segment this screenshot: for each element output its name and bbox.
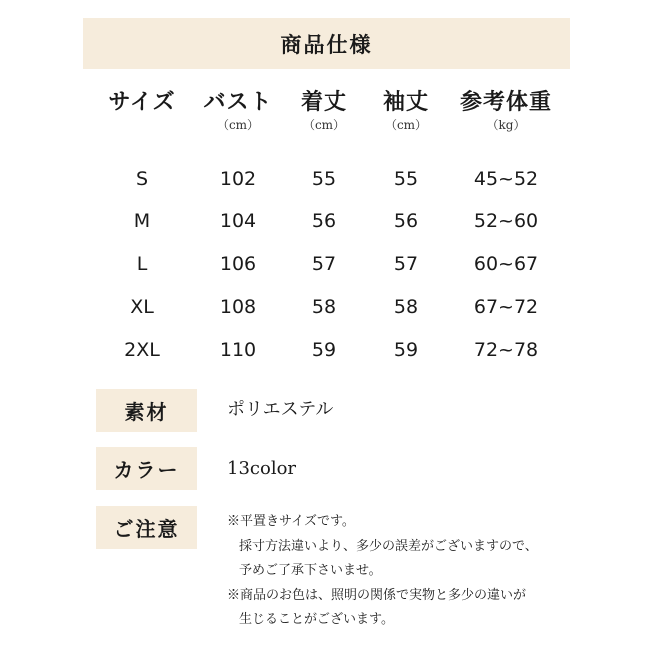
notes-line: 採寸方法違いより、多少の誤差がございますので、: [239, 538, 538, 554]
table-cell-sleeve: 59: [393, 339, 419, 361]
table-cell-sleeve: 56: [393, 210, 419, 232]
table-cell-length: 59: [311, 339, 337, 361]
column-header-label: 着丈: [300, 89, 348, 115]
table-cell-sleeve: 57: [393, 253, 419, 275]
column-header-unit: （kg）: [486, 118, 526, 132]
table-cell-weight: 52~60: [473, 210, 539, 232]
column-header-sleeve: [383, 88, 429, 133]
table-cell-weight: 67~72: [473, 296, 539, 318]
table-cell-bust: 102: [219, 168, 257, 190]
color-value: 13color: [227, 458, 297, 479]
color-label-box: [96, 447, 197, 490]
column-header-length: [301, 88, 347, 133]
table-cell-bust: 110: [219, 339, 257, 361]
notes-line: ※平置きサイズです。: [227, 514, 355, 529]
table-cell-sleeve: 58: [393, 296, 419, 318]
material-value: ポリエステル: [227, 399, 334, 420]
table-cell-size: XL: [130, 296, 154, 318]
column-header-size: [108, 88, 175, 116]
table-cell-size: L: [136, 253, 148, 275]
notes-text: [227, 510, 538, 633]
table-cell-size: S: [135, 168, 149, 190]
notes-line: 予めご了承下さいませ。: [239, 563, 382, 578]
column-header-unit: （cm）: [384, 118, 428, 132]
column-header-label: サイズ: [108, 89, 176, 115]
notes-line: 生じることがございます。: [239, 612, 394, 627]
table-cell-sleeve: 55: [393, 168, 419, 190]
column-header-weight: [460, 88, 552, 133]
spec-title-bar: [83, 18, 570, 69]
table-cell-size: M: [133, 210, 151, 232]
table-cell-length: 56: [311, 210, 337, 232]
material-label-box: [96, 389, 197, 432]
table-cell-bust: 104: [219, 210, 257, 232]
column-header-unit: （cm）: [216, 118, 260, 132]
notes-line: ※商品のお色は、照明の関係で実物と多少の違いが: [227, 587, 527, 603]
table-cell-weight: 45~52: [473, 168, 539, 190]
column-header-label: 袖丈: [382, 89, 430, 115]
table-cell-length: 58: [311, 296, 337, 318]
column-header-bust: [203, 88, 272, 133]
material-label: 素材: [124, 400, 169, 424]
table-cell-bust: 106: [219, 253, 257, 275]
column-header-label: バスト: [203, 89, 273, 115]
column-header-unit: （cm）: [302, 118, 346, 132]
column-header-label: 参考体重: [459, 89, 553, 115]
table-cell-length: 57: [311, 253, 337, 275]
notes-label: ご注意: [113, 517, 180, 541]
table-cell-bust: 108: [219, 296, 257, 318]
color-label: カラー: [113, 458, 180, 482]
spec-title: 商品仕様: [280, 31, 373, 57]
table-cell-length: 55: [311, 168, 337, 190]
table-cell-weight: 60~67: [473, 253, 539, 275]
notes-label-box: [96, 506, 197, 549]
table-cell-weight: 72~78: [473, 339, 539, 361]
table-cell-size: 2XL: [124, 339, 160, 361]
